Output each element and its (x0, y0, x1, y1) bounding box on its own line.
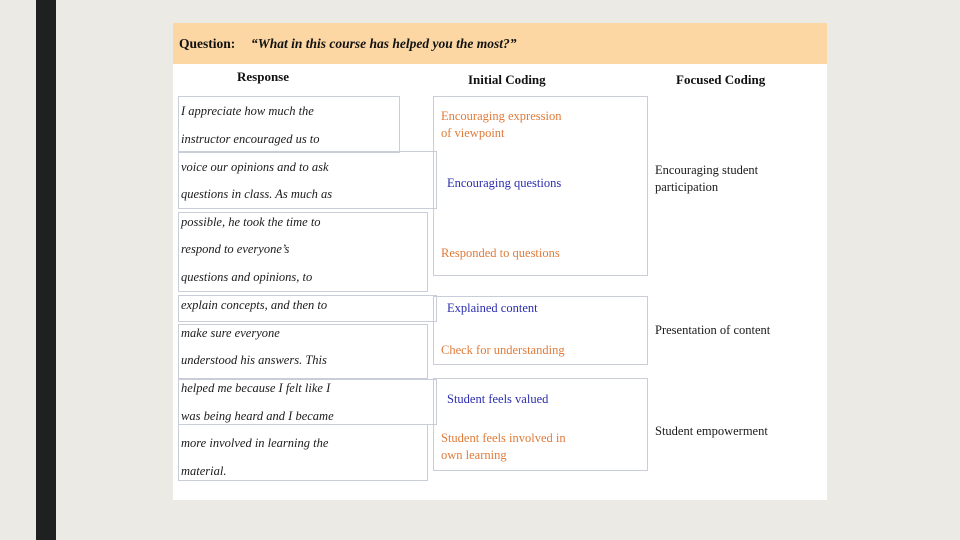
initial-code: Student feels involved in own learning (441, 431, 566, 462)
response-line: instructor encouraged us to (181, 132, 320, 146)
focused-code: Presentation of content (655, 323, 771, 337)
response-line: voice our opinions and to ask (181, 160, 329, 174)
response-line: understood his answers. This (181, 353, 327, 367)
initial-code: Explained content (447, 301, 538, 315)
question-text: “What in this course has helped you the most?” (251, 36, 517, 51)
response-line: helped me because I felt like I (181, 381, 331, 395)
response-line: explain concepts, and then to (181, 298, 328, 312)
response-line: make sure everyone (181, 326, 280, 340)
initial-code: Student feels valued (447, 392, 549, 406)
response-line: material. (181, 464, 227, 478)
initial-coding-header: Initial Coding (468, 72, 546, 87)
response-line: respond to everyone’s (181, 242, 290, 256)
response-line: was being heard and I became (181, 409, 334, 423)
focused-coding-header: Focused Coding (676, 72, 766, 87)
left-accent-bar (36, 0, 56, 540)
response-line: questions in class. As much as (181, 187, 333, 201)
response-line: I appreciate how much the (181, 104, 314, 118)
initial-code: Responded to questions (441, 246, 560, 260)
initial-code: Encouraging expression of viewpoint (441, 109, 562, 140)
question-label: Question: (179, 36, 236, 51)
response-header: Response (237, 69, 290, 84)
coding-table-slide (173, 23, 827, 500)
focused-code: Encouraging student participation (655, 163, 759, 194)
initial-code: Check for understanding (441, 343, 565, 357)
initial-code: Encouraging questions (447, 176, 562, 190)
response-line: possible, he took the time to (181, 215, 321, 229)
response-line: questions and opinions, to (181, 270, 313, 284)
response-line: more involved in learning the (181, 436, 329, 450)
question-band (173, 23, 827, 64)
focused-code: Student empowerment (655, 424, 768, 438)
